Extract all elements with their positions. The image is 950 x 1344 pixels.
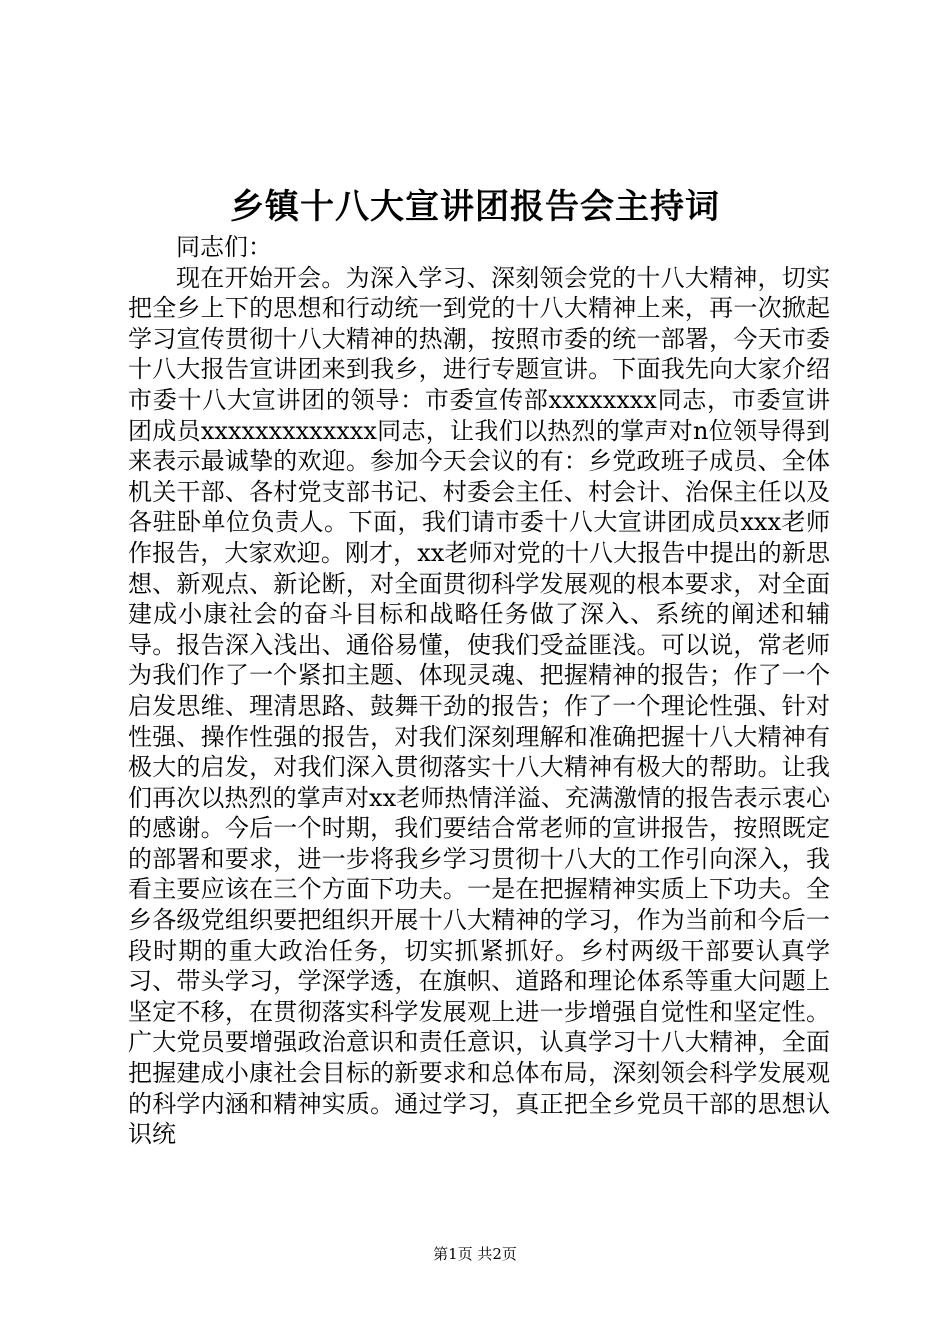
document-title: 乡镇十八大宣讲团报告会主持词 (230, 187, 720, 227)
document-body (128, 232, 830, 1150)
salutation: 同志们： (176, 233, 272, 261)
page-footer: 第1页 共2页 (433, 1245, 517, 1263)
body-paragraph: 现在开始开会。为深入学习、深刻领会党的十八大精神，切实把全乡上下的思想和行动统一到党的十八大精神上来，再一次掀起学习宣传贯彻十八大精神的热潮，按照市委的统一部署，今天市委十八大报告宣讲团来到我乡，进行专题宣讲。下面我先向大家介绍市委十八大宣讲团的领导：市委宣传部xxxxxxxx同志，市委宣讲团成员xxxxxxxxxxxxx同志，让我们以热烈的掌声对n位领导得到来表示最诚挚的欢迎。参加今天会议的有：乡党政班子成员、全体机关干部、各村党支部书记、村委会主任、村会计、治保主任以及各驻卧单位负责人。下面，我们请市委十八大宣讲团成员xxx老师作报告，大家欢迎。刚才，xx老师对党的十八大报告中提出的新思想、新观点、新论断，对全面贯彻科学发展观的根本要求，对全面建成小康社会的奋斗目标和战略任务做了深入、系统的阐述和辅导。报告深入浅出、通俗易懂，使我们受益匪浅。可以说，常老师为我们作了一个紧扣主题、体现灵魂、把握精神的报告；作了一个启发思维、理清思路、鼓舞干劲的报告；作了一个理论性强、针对性强、操作性强的报告，对我们深刻理解和准确把握十八大精神有极大的启发，对我们深入贯彻落实十八大精神有极大的帮助。让我们再次以热烈的掌声对xx老师热情洋溢、充满激情的报告表示衷心的感谢。今后一个时期，我们要结合常老师的宣讲报告，按照既定的部署和要求，进一步将我乡学习贯彻十八大的工作引向深入，我看主要应该在三个方面下功夫。一是在把握精神实质上下功夫。全乡各级党组织要把组织开展十八大精神的学习，作为当前和今后一段时期的重大政治任务，切实抓紧抓好。乡村两级干部要认真学习、带头学习，学深学透，在旗帜、道路和理论体系等重大问题上坚定不移，在贯彻落实科学发展观上进一步增强自觉性和坚定性。广大党员要增强政治意识和责任意识，认真学习十八大精神，全面把握建成小康社会目标的新要求和总体布局，深刻领会科学发展观的科学内涵和精神实质。通过学习，真正把全乡党员干部的思想认识统 (128, 263, 830, 1149)
